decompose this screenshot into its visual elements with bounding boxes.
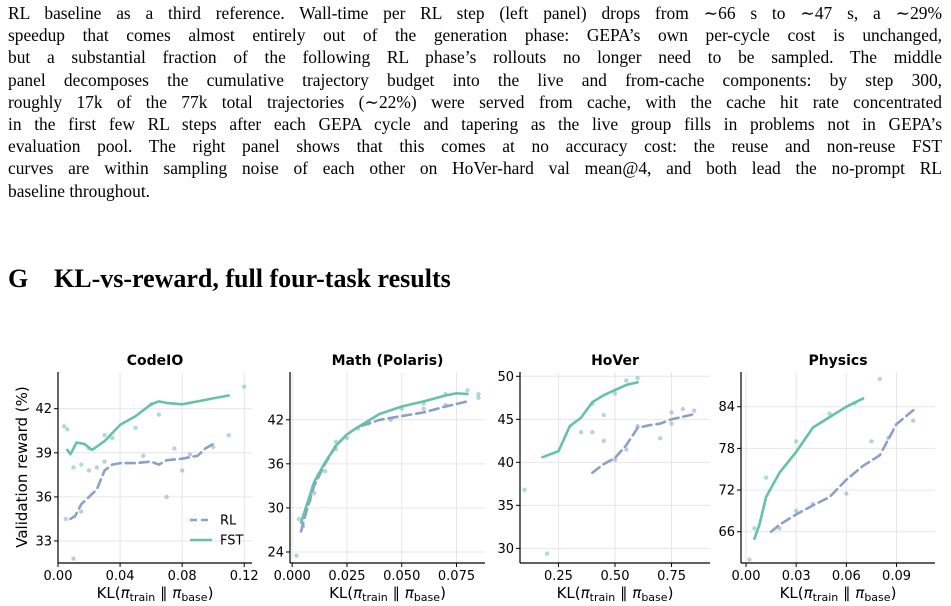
scatter-point-rl xyxy=(844,491,848,495)
scatter-point-rl xyxy=(102,459,106,463)
x-axis-label-part: π xyxy=(855,584,865,602)
chart-panel-2 xyxy=(267,353,485,604)
paragraph-line: evaluation pool. The right panel shows that this comes at no accuracy cost: the reuse and non-reuse FST xyxy=(8,136,942,157)
scatter-point-rl xyxy=(172,446,176,450)
y-tick-label: 84 xyxy=(718,400,735,416)
scatter-point-fst xyxy=(601,413,605,417)
x-axis-label-part: π xyxy=(580,584,590,602)
x-axis-label-part: ∥ xyxy=(387,584,405,602)
scatter-point-rl xyxy=(71,556,75,560)
paragraph-line: in the first few RL steps after each GEPA cycle and tapering as the live group fills in problems not in GEPA’s xyxy=(8,114,942,135)
x-tick-label: 0.075 xyxy=(437,569,476,584)
kl-reward-figure xyxy=(0,340,951,606)
x-axis-label xyxy=(97,584,214,604)
scatter-point-rl xyxy=(79,509,83,513)
x-axis-label-part: ∥ xyxy=(615,584,633,602)
x-tick-label: 0.03 xyxy=(781,569,811,584)
paragraph-line: but a substantial fraction of the following RL phase’s rollouts no longer need to be sampled. The middle xyxy=(8,47,942,68)
chart-panel-3 xyxy=(497,353,710,604)
scatter-point-rl xyxy=(669,421,673,425)
series-line-fst xyxy=(67,396,228,455)
scatter-point-rl xyxy=(601,439,605,443)
scatter-point-rl xyxy=(294,553,298,557)
x-axis-label-part: KL( xyxy=(96,584,121,602)
scatter-point-fst xyxy=(465,388,469,392)
x-tick-label: 0.12 xyxy=(229,569,259,584)
y-tick-label: 42 xyxy=(267,413,284,429)
x-tick-label: 0.00 xyxy=(43,569,73,584)
x-axis-label-part: train xyxy=(362,591,388,604)
x-axis-label-part: train xyxy=(129,591,156,604)
scatter-point-fst xyxy=(323,469,327,473)
x-axis-label xyxy=(780,584,897,604)
scatter-point-fst xyxy=(157,412,161,416)
scatter-point-fst xyxy=(624,378,628,382)
y-tick-label: 36 xyxy=(35,490,52,506)
x-axis-label-part: ) xyxy=(890,584,897,602)
x-axis-label xyxy=(329,584,446,604)
scatter-point-rl xyxy=(141,454,145,458)
scatter-point-rl xyxy=(658,436,662,440)
chart-panel-4 xyxy=(718,353,935,604)
scatter-point-fst xyxy=(545,551,549,555)
paragraph-line: baseline throughout. xyxy=(8,180,150,201)
x-tick-label: 0.75 xyxy=(657,569,687,584)
scatter-point-rl xyxy=(87,468,91,472)
scatter-point-rl xyxy=(188,452,192,456)
scatter-point-fst xyxy=(110,436,114,440)
legend-label-rl: RL xyxy=(220,513,237,529)
x-axis-label-part: ∥ xyxy=(155,584,173,602)
scatter-point-fst xyxy=(65,427,69,431)
y-tick-label: 45 xyxy=(497,412,514,428)
x-axis-label-part: base xyxy=(181,591,208,604)
y-tick-label: 39 xyxy=(35,446,52,462)
x-tick-label: 0.00 xyxy=(731,569,761,584)
panel-title: Physics xyxy=(808,353,868,369)
y-tick-label: 35 xyxy=(497,498,514,514)
x-axis-label-part: KL( xyxy=(556,584,581,602)
y-tick-label: 72 xyxy=(718,483,735,499)
scatter-point-fst xyxy=(764,475,768,479)
scatter-point-fst xyxy=(227,433,231,437)
x-axis-label-part: π xyxy=(353,584,363,602)
section-heading xyxy=(8,264,451,294)
scatter-point-rl xyxy=(669,410,673,414)
scatter-point-fst xyxy=(522,488,526,492)
x-axis-label-part: π xyxy=(803,584,813,602)
y-tick-label: 30 xyxy=(497,541,514,557)
scatter-point-fst xyxy=(71,465,75,469)
paragraph-line: roughly 17k of the 77k total trajectories (∼22%) were served from cache, with the cache hit rate concentrated xyxy=(8,91,942,112)
chart-legend xyxy=(190,514,244,549)
chart-panel-1 xyxy=(35,353,258,604)
scatter-point-fst xyxy=(579,430,583,434)
paragraph-line: RL baseline as a third reference. Wall-time per RL step (left panel) drops from ∼66 s to ∼47 s, a ∼29% xyxy=(8,3,942,23)
scatter-point-fst xyxy=(133,426,137,430)
y-tick-label: 24 xyxy=(267,545,284,561)
x-axis-label-part: π xyxy=(172,584,182,602)
x-tick-label: 0.04 xyxy=(105,569,135,584)
legend-label-fst: FST xyxy=(220,533,244,549)
panel-title: HoVer xyxy=(591,353,639,369)
series-line-rl xyxy=(592,414,694,473)
x-axis-label-part: ) xyxy=(667,584,674,602)
x-axis-label-part: KL( xyxy=(329,584,354,602)
y-tick-label: 50 xyxy=(497,369,514,385)
scatter-point-rl xyxy=(681,407,685,411)
scatter-point-rl xyxy=(911,418,915,422)
y-tick-label: 40 xyxy=(497,455,514,471)
scatter-point-fst xyxy=(752,526,756,530)
scatter-point-fst xyxy=(102,433,106,437)
scatter-point-rl xyxy=(692,409,696,413)
y-tick-label: 66 xyxy=(718,525,735,541)
scatter-point-fst xyxy=(635,376,639,380)
x-axis-label-part: base xyxy=(413,591,441,604)
scatter-point-rl xyxy=(164,495,168,499)
series-line-rl xyxy=(771,410,913,532)
scatter-point-fst xyxy=(794,439,798,443)
x-axis-label-part: train xyxy=(589,591,616,604)
scatter-point-rl xyxy=(421,407,425,411)
scatter-point-rl xyxy=(747,557,751,561)
x-axis-label-part: KL( xyxy=(779,584,804,602)
series-line-fst xyxy=(301,393,468,522)
scatter-point-rl xyxy=(869,439,873,443)
x-axis-label-part: base xyxy=(641,591,668,604)
scatter-point-rl xyxy=(64,517,68,521)
panel-title: Math (Polaris) xyxy=(331,353,444,369)
scatter-point-fst xyxy=(476,392,480,396)
x-tick-label: 0.06 xyxy=(831,569,861,584)
x-tick-label: 0.09 xyxy=(882,569,912,584)
paragraph-line: curves are within sampling noise of each other on HoVer-hard val mean@4, and both lead the no-prompt RL xyxy=(8,158,942,179)
y-tick-label: 78 xyxy=(718,441,735,457)
x-tick-label: 0.25 xyxy=(543,569,573,584)
paragraph-line: panel decomposes the cumulative trajectory budget into the live and from-cache components: by step 300, xyxy=(8,69,942,90)
scatter-point-fst xyxy=(297,517,301,521)
x-axis-label-part: π xyxy=(120,584,130,602)
series-line-rl xyxy=(301,401,468,531)
x-tick-label: 0.050 xyxy=(383,569,421,584)
panel-title: CodeIO xyxy=(126,353,184,369)
x-tick-label: 0.025 xyxy=(328,569,366,584)
y-tick-label: 30 xyxy=(267,501,284,517)
x-axis-label-part: base xyxy=(864,591,891,604)
scatter-point-rl xyxy=(590,430,594,434)
section-number: G xyxy=(8,264,29,293)
y-tick-label: 36 xyxy=(267,457,284,473)
x-axis-label-part: π xyxy=(404,584,414,602)
x-axis-label-part: π xyxy=(632,584,642,602)
scatter-point-fst xyxy=(79,462,83,466)
x-axis-label-part: train xyxy=(812,591,839,604)
x-axis-label-part: ) xyxy=(207,584,214,602)
x-tick-label: 0.000 xyxy=(273,569,311,584)
y-tick-label: 33 xyxy=(35,534,52,550)
scatter-point-fst xyxy=(242,384,246,388)
x-axis-label-part: ∥ xyxy=(838,584,856,602)
scatter-point-rl xyxy=(180,468,184,472)
scatter-point-rl xyxy=(95,465,99,469)
x-axis-label-part: ) xyxy=(440,584,446,602)
section-title: KL-vs-reward, full four-task results xyxy=(54,264,451,293)
y-tick-label: 42 xyxy=(35,402,52,418)
y-axis-label: Validation reward (%) xyxy=(13,386,31,548)
scatter-point-fst xyxy=(878,377,882,381)
x-axis-label xyxy=(557,584,674,604)
x-tick-label: 0.08 xyxy=(167,569,197,584)
x-tick-label: 0.50 xyxy=(600,569,630,584)
paragraph-line: speedup that comes almost entirely out of the generation phase: GEPA’s own per-cycle cost is unchanged, xyxy=(8,25,942,46)
body-paragraph xyxy=(8,2,942,202)
